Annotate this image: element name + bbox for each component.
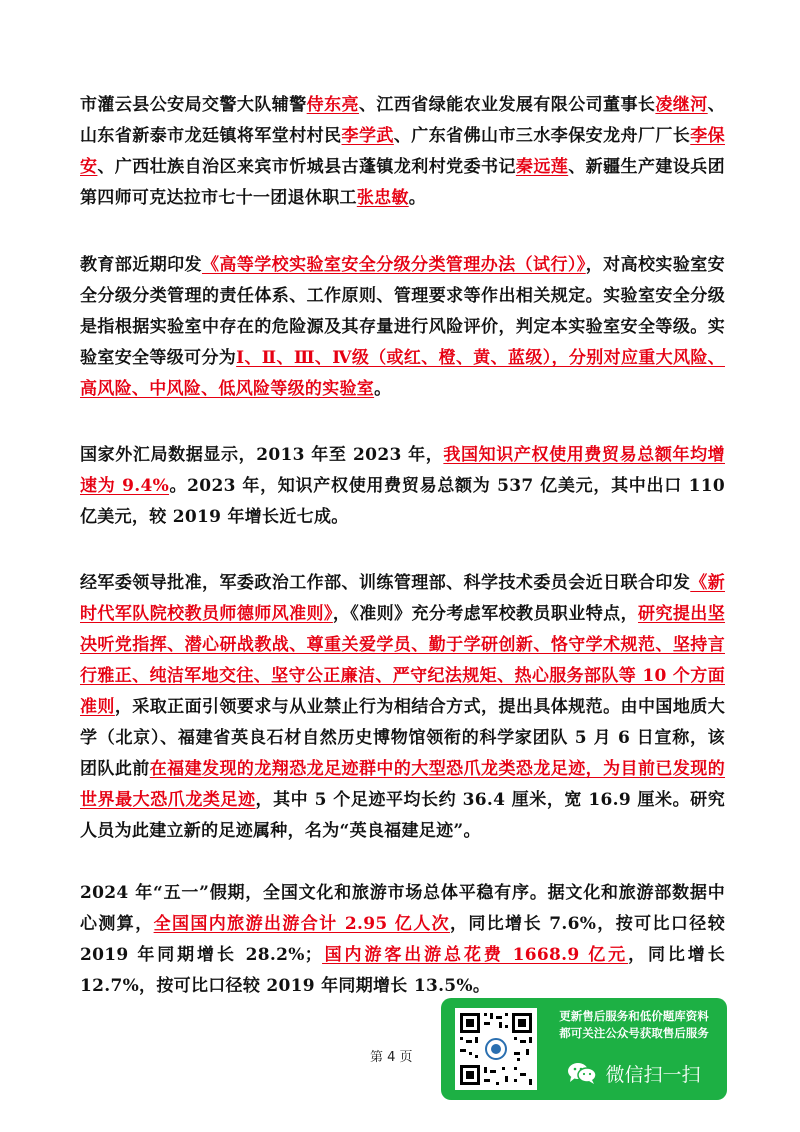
paragraph-military-academy <box>80 568 725 847</box>
text-segment: ，同比增长 7.6%，按可比口径较 2019 年同期增长 28.2%； <box>80 914 725 965</box>
page-number: 第 4 页 <box>370 1050 413 1065</box>
text-segment: ，对高校实验室安全分级分类管理的责任体系、工作原则、管理要求等作出相关规定。实验室安全分级是指根据实验室中存在的危险源及其存量进行风险评价，判定本实验室安全等级。实验室安全等级可分为 <box>80 255 725 368</box>
paragraph-award-list <box>80 90 725 214</box>
text-segment: 2024 年“五一”假期，全国文化和旅游市场总体平稳有序。据文化和旅游部数据中心测算， <box>80 883 725 934</box>
paragraph-may-day-tourism <box>80 878 725 1002</box>
wechat-scan-button[interactable] <box>549 1056 719 1090</box>
highlight-name: 凌继河 <box>655 95 708 115</box>
qr-code-icon[interactable] <box>455 1008 537 1090</box>
highlight-name: 秦远莲 <box>515 157 569 177</box>
promo-line: 都可关注公众号获取售后服务 <box>559 1026 709 1040</box>
highlight-trips: 全国国内旅游出游合计 2.95 亿人次 <box>153 914 450 934</box>
text-segment: ，其中 5 个足迹平均长约 36.4 厘米，宽 16.9 厘米。研究人员为此建立新的足迹属种，名为“英良福建足迹”。 <box>80 790 725 841</box>
promo-text <box>545 1008 723 1042</box>
text-segment: 、山东省新泰市龙廷镇将军堂村村民 <box>80 95 725 146</box>
highlight-dinosaur-footprint: 在福建发现的龙翔恐龙足迹群中的大型恐爪龙类恐龙足迹，为目前已发现的世界最大恐爪龙类足迹 <box>80 759 725 810</box>
highlight-ten-rules: 研究提出坚决听党指挥、潜心研战教战、尊重关爱学员、勤于学研创新、恪守学术规范、坚持言行雅正、纯洁军地交往、坚守公正廉洁、严守纪法规矩、热心服务部队等 10 个方面准则 <box>80 604 726 717</box>
text-segment: 。2023 年，知识产权使用费贸易总额为 537 亿美元，其中出口 110 亿美元，较 2019 年增长近七成。 <box>80 476 726 527</box>
promo-line: 更新售后服务和低价题库资料 <box>559 1009 709 1023</box>
highlight-document-title: 《新时代军队院校教员师德师风准则》 <box>80 573 726 624</box>
highlight-growth-rate: 我国知识产权使用费贸易总额年均增速为 9.4% <box>80 445 725 496</box>
wechat-icon <box>567 1061 597 1085</box>
text-segment: 、广西壮族自治区来宾市忻城县古蓬镇龙利村党委书记 <box>97 157 516 177</box>
text-segment: 、广东省佛山市三水李保安龙舟厂厂长 <box>393 126 691 146</box>
paragraph-lab-safety <box>80 250 725 405</box>
text-segment: 、江西省绿能农业发展有限公司董事长 <box>358 95 656 115</box>
text-segment: 。 <box>374 379 392 399</box>
highlight-name: 张忠敏 <box>356 188 409 208</box>
text-segment: 、新疆生产建设兵团第四师可克达拉市七十一团退休职工 <box>80 157 725 208</box>
highlight-levels: Ⅰ、Ⅱ、Ⅲ、Ⅳ级（或红、橙、黄、蓝级），分别对应重大风险、高风险、中风险、低风险等级的实验室 <box>80 348 725 399</box>
text-segment: 。 <box>408 188 427 208</box>
highlight-name: 李保安 <box>80 126 725 177</box>
text-segment: 国家外汇局数据显示，2013 年至 2023 年， <box>80 445 444 465</box>
highlight-name: 李学武 <box>341 126 394 146</box>
highlight-spending: 国内游客出游总花费 1668.9 亿元 <box>322 945 629 965</box>
text-segment: 市灌云县公安局交警大队辅警 <box>80 95 307 115</box>
highlight-name: 侍东亮 <box>306 95 359 115</box>
text-segment: 教育部近期印发 <box>80 255 202 275</box>
wechat-scan-label: 微信扫一扫 <box>605 1063 701 1086</box>
text-segment: ，同比增长 12.7%，按可比口径较 2019 年同期增长 13.5%。 <box>80 945 725 996</box>
text-segment: 经军委领导批准，军委政治工作部、训练管理部、科学技术委员会近日联合印发 <box>80 573 691 593</box>
text-segment: ，《准则》充分考虑军校教员职业特点， <box>332 604 639 624</box>
highlight-document-title: 《高等学校实验室安全分级分类管理办法（试行）》 <box>201 255 586 275</box>
wechat-promo-banner[interactable] <box>441 998 727 1100</box>
paragraph-ip-trade <box>80 440 725 533</box>
text-segment: ，采取正面引领要求与从业禁止行为相结合方式，提出具体规范。由中国地质大学（北京）、福建省英良石材自然历史博物馆领衔的科学家团队 5 月 6 日宣称，该团队此前 <box>80 697 725 779</box>
